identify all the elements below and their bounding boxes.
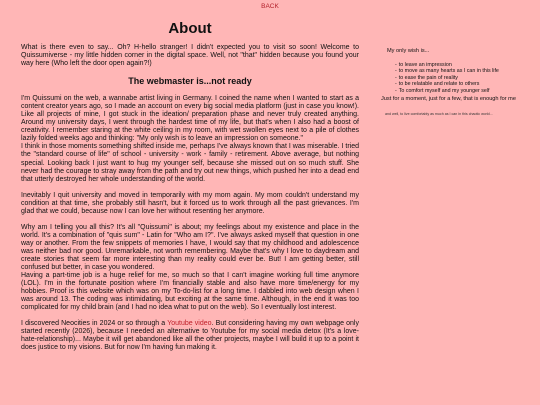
main-content <box>21 20 359 361</box>
wish-text: to leave an impression <box>398 62 452 68</box>
paragraph-3: Why am I telling you all this? It's all "Quissumi" is about; my feelings about my existence and place in the world. It's a combination of "quis sum" - Latin for "Who am I?". I've always asked myself that question in one way or another. From the few snippets of memories I have, I would say that my childhood and adolescence was neither bad nor good. Unremarkable, not worth remembering. Maybe that's why I love to daydream and create stories that seem far more interesting than my reality could ever be. But! I am getting better, still confused but better, in case you wondered. <box>21 223 359 272</box>
paragraph-4-end: . But considering having my own webpage only started recently (2026), because I needed an alternative to Youtube for my social media detox (It's a love-hate-relationship)... Maybe it will get abandoned like all the other projects, maybe I will build it up to a point it does justice to my visions. But for now I'm having fun making it. <box>21 320 359 352</box>
wish-title: My only wish is... <box>387 48 430 54</box>
page-title: About <box>168 20 212 37</box>
wish-list <box>395 62 536 94</box>
paragraph-1: I'm Quissumi on the web, a wannabe artist living in Germany. I coined the name when I wanted to start as a content creator years ago, so I made an account on every big social media platform (just in case you know!). Like all projects of mine, I got stuck in the ideation/ preparation phase and never truly created anything. Around my university days, I went through the hardest time of my life, but that's when I also had a boost of creativity. I remember staring at the white ceiling in my room, with wet swollen eyes next to a pile of clothes lazily folded weeks ago and thinking: "My only wish is to leave an impression on someone." <box>21 95 359 143</box>
dash-bullet: - <box>395 62 397 68</box>
wish-text: to ease the pain of reality <box>398 74 458 81</box>
paragraph-4-start: I discovered Neocities in 2024 or so through a <box>21 320 168 328</box>
moment-text: Just for a moment, just for a few, that is enough for me <box>381 96 516 103</box>
wish-text: To comfort myself and my younger self <box>398 87 490 94</box>
dash-bullet: - <box>395 87 397 94</box>
paragraph-3b: Having a part-time job is a huge relief for me, so much so that I can't imagine working full time anymore (LOL). I'm in the fortunate position where I'm financially stable and also have more time/energy for my hobbies. Proof is this website which was on my To-do-list for a long time. I dabbled into web design when I was around 13. The coding was intimidating, but exciting at the same time. Although, in the end it was too complicated for my child brain (and I had no idea what to put on the web). So I eventually lost interest. <box>21 272 359 312</box>
back-link[interactable]: BACK <box>261 3 279 10</box>
section-title: The webmaster is...not ready <box>128 76 252 87</box>
tiny-note: and well, to live comfortably as much as I can in this chaotic world... <box>385 112 493 117</box>
dash-bullet: - <box>395 81 397 88</box>
sidebar <box>381 48 536 116</box>
paragraph-4 <box>21 320 359 352</box>
intro-paragraph: What is there even to say... Oh? H-hello stranger! I didn't expected you to visit so soon! Welcome to Quissumiverse - my little hidden corner in the digital space. Well, not "that" hidden because you found your way here (Who left the door open again?!) <box>21 44 359 68</box>
paragraph-1b: I think in those moments something shifted inside me, perhaps I've always known that I was miserable. I tried the "standard course of life" of school - university - work - family - retirement. Above average, but nothing special. Looking back I just want to hug my younger self, because she missed out on so much stuff. She never had the courage to stray away from the path and try out new things, which pushed her into a dead end that utterly destroyed her whole understanding of the world. <box>21 143 359 183</box>
wish-item <box>395 88 536 94</box>
youtube-video-link[interactable]: Youtube video <box>167 320 212 328</box>
paragraph-2: Inevitably I quit university and moved in temporarily with my mom again. My mom couldn't understand my condition at that time, she probably still hasn't, but it forced us to work through all the past grievances. I'm glad that we could, because now I can love her without resenting her anymore. <box>21 191 359 215</box>
dash-bullet: - <box>395 68 397 75</box>
wish-text: to be relatable and relate to others <box>398 81 480 88</box>
dash-bullet: - <box>395 74 397 81</box>
wish-text: to move as many hearts as I can in this life <box>398 68 499 75</box>
